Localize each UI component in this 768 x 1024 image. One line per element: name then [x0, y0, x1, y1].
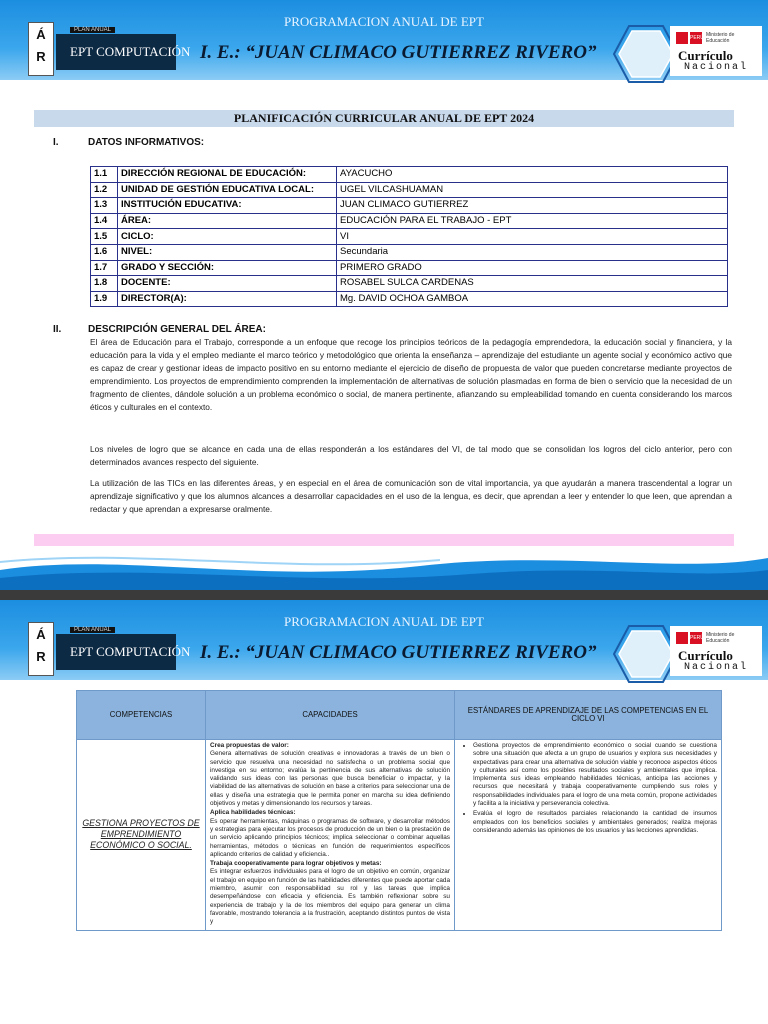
shield-icon — [676, 32, 688, 44]
row-label: INSTITUCIÓN EDUCATIVA: — [118, 198, 337, 214]
table-row — [91, 198, 728, 214]
row-label: NIVEL: — [118, 244, 337, 260]
list-item: • Evalúa el logro de resultados parciales relacionando la cantidad de insumos empleados con los beneficios sociales y ambientales generados; realiza mejoras considerando además las opiniones de los usuarios y las lecciones aprendidas. — [473, 810, 717, 835]
badge-letter-r: R — [36, 49, 46, 64]
shield-icon — [676, 632, 688, 644]
row-label: DOCENTE: — [118, 276, 337, 292]
row-label: UNIDAD DE GESTIÓN EDUCATIVA LOCAL: — [118, 182, 337, 198]
table-header-row — [77, 691, 722, 740]
description-paragraph-3: La utilización de las TICs en las diferentes áreas, y en especial en el área de comunicación son de vital importancia, ya que ayudarán a manera trascendental a lograr un aprendizaje significativo y que los alumnos alcances a desarrollar capacidades en el uso de la lengua, es decir, que aprendan a leer y entender lo que leen, que aprendan a redactar y que aprendan a expresarse oralmente. — [90, 478, 732, 514]
column-header-estandares: ESTÁNDARES DE APRENDIZAJE DE LAS COMPETENCIAS EN EL CICLO VI — [455, 691, 722, 740]
competencias-table — [76, 690, 722, 931]
row-number: 1.8 — [91, 276, 118, 292]
row-number: 1.5 — [91, 229, 118, 245]
row-number: 1.1 — [91, 167, 118, 183]
school-title: I. E.: “JUAN CLIMACO GUTIERREZ RIVERO” — [200, 642, 597, 663]
table-row — [91, 244, 728, 260]
badge-letter-a: Á — [36, 27, 46, 42]
row-label: ÁREA: — [118, 213, 337, 229]
datos-table — [90, 166, 728, 307]
row-value: AYACUCHO — [337, 167, 728, 183]
ept-tab-label: EPT COMPUTACIÓN — [70, 44, 191, 59]
row-value: ROSABEL SULCA CARDENAS — [337, 276, 728, 292]
school-title: I. E.: “JUAN CLIMACO GUTIERREZ RIVERO” — [200, 42, 597, 63]
row-value: PRIMERO GRADO — [337, 260, 728, 276]
row-label: DIRECCIÓN REGIONAL DE EDUCACIÓN: — [118, 167, 337, 183]
logo-nacional: Nacional — [684, 62, 749, 73]
row-number: 1.4 — [91, 213, 118, 229]
column-header-capacidades: CAPACIDADES — [206, 691, 455, 740]
row-label: DIRECTOR(A): — [118, 291, 337, 307]
capacidad-2-title: Aplica habilidades técnicas: — [210, 809, 296, 817]
row-number: 1.9 — [91, 291, 118, 307]
area-badge — [28, 622, 54, 676]
row-label: GRADO Y SECCIÓN: — [118, 260, 337, 276]
banner-title: PROGRAMACION ANUAL DE EPT — [284, 14, 484, 29]
row-label: CICLO: — [118, 229, 337, 245]
banner-title: PROGRAMACION ANUAL DE EPT — [284, 614, 484, 629]
row-value: VI — [337, 229, 728, 245]
description-paragraph-1: El área de Educación para el Trabajo, corresponde a un enfoque que recoge los principios teóricos de la pedagogía emprendedora, la educación social y financiera, y la educación para la vida y el empleo mediante el marco teórico y metodológico que orienta la enseñanza – aprendizaje del estudiante un agente social y económico activo que es capaz de crear y gestionar ideas de impacto positivo en su entorno mediante el ejercicio de diseño de propuesta de valor que pueden concretarse mediante proyectos de emprendimiento. Los proyectos de emprendimiento comprenden la implementación de alternativas de solución plasmadas en forma de bien o servicio que la necesidad de un fragmento de clientes, dándole solución a un problema económico o social, de manera pertinente, afianzando su empleabilidad tomando en cuenta considerando los marcos éticos y culturales en el contexto. — [90, 337, 732, 412]
section-2-title: DESCRIPCIÓN GENERAL DEL ÁREA: — [88, 324, 266, 335]
table-row — [91, 260, 728, 276]
section-2-number: II. — [53, 324, 62, 335]
competencia-name: GESTIONA PROYECTOS DE EMPRENDIMIENTO ECONÓMICO O SOCIAL. — [77, 740, 206, 931]
capacidad-1-title: Crea propuestas de valor: — [210, 742, 289, 749]
section-1-title: DATOS INFORMATIVOS: — [88, 137, 205, 148]
section-1-number: I. — [53, 137, 59, 148]
badge-letter-r: R — [36, 649, 46, 664]
row-number: 1.3 — [91, 198, 118, 214]
page-2 — [0, 600, 768, 1024]
header-banner — [0, 0, 768, 80]
capacidades-cell — [206, 740, 455, 931]
row-value: EDUCACIÓN PARA EL TRABAJO - EPT — [337, 213, 728, 229]
table-row — [91, 229, 728, 245]
badge-letter-a: Á — [36, 627, 46, 642]
column-header-competencias: COMPETENCIAS — [77, 691, 206, 740]
logo-curriculo: Currículo — [678, 48, 733, 63]
table-row — [91, 167, 728, 183]
row-number: 1.6 — [91, 244, 118, 260]
table-row — [91, 276, 728, 292]
capacidad-1-text: Genera alternativas de solución creativas e innovadoras a través de un bien o servicio que resuelva una necesidad no satisfecha o un problema social que investiga en su entorno; evalúa la pertinencia de sus alternativas de solución validando sus ideas con las personas que busca beneficiar o impactar, y la viabilidad de las alternativas de solución en base a criterios para seleccionar una de ellas y diseña una estrategia que le permita poner en marcha su idea definiendo objetivos y metas y dimensionando los recursos y tareas. — [210, 750, 450, 808]
row-value: Secundaria — [337, 244, 728, 260]
row-value: Mg. DAVID OCHOA GAMBOA — [337, 291, 728, 307]
capacidad-3-text: Es integrar esfuerzos individuales para el logro de un objetivo en común, organizar el trabajo en equipo en función de las habilidades diferentes que puede aportar cada miembro, asumir con responsabilidad su rol y las tareas que implica desempeñándose con eficacia y eficiencia. Es también reflexionar sobre su experiencia de trabajo y la de los miembros del equipo para generar un clima favorable, mostrando tolerancia a la frustración, aceptando distintos puntos de vista y — [210, 868, 450, 926]
wave-decoration — [0, 544, 768, 590]
row-value: UGEL VILCASHUAMAN — [337, 182, 728, 198]
header-banner — [0, 600, 768, 680]
list-item: • Gestiona proyectos de emprendimiento económico o social cuando se cuestiona sobre una situación que afecta a un grupo de usuarios y explora sus necesidades y expectativas para crear una alternativa de solución viable y reconoce aspectos éticos y culturales así como los posibles resultados sociales y ambientales que implica. Implementa sus ideas empleando habilidades técnicas, anticipa las acciones y recursos que necesitará y trabaja cooperativamente cumpliendo sus roles y responsabilidades individuales para el logro de una meta común, propone actividades y facilita a la iniciativa y perseverancia colectiva. — [473, 742, 717, 808]
capacidad-3-title: Trabaja cooperativamente para lograr objetivos y metas: — [210, 860, 382, 868]
table-row — [91, 182, 728, 198]
logo-nacional: Nacional — [684, 662, 749, 673]
row-number: 1.7 — [91, 260, 118, 276]
logo-curriculo: Currículo — [678, 648, 733, 663]
plan-label: PLAN ANUAL — [70, 27, 115, 33]
table-row — [77, 740, 722, 931]
area-badge — [28, 22, 54, 76]
curriculo-logo — [670, 626, 762, 676]
peru-mark: PERÚ — [690, 32, 702, 44]
page-title: PLANIFICACIÓN CURRICULAR ANUAL DE EPT 2024 — [34, 110, 734, 127]
table-row — [91, 213, 728, 229]
curriculo-logo — [670, 26, 762, 76]
ministry-label: Ministerio de Educación — [706, 632, 735, 644]
estandares-list — [459, 742, 717, 835]
row-number: 1.2 — [91, 182, 118, 198]
ministry-label: Ministerio de Educación — [706, 32, 735, 44]
table-row — [91, 291, 728, 307]
plan-label: PLAN ANUAL — [70, 627, 115, 633]
row-value: JUAN CLIMACO GUTIERREZ — [337, 198, 728, 214]
ept-tab-label: EPT COMPUTACIÓN — [70, 644, 191, 659]
peru-mark: PERÚ — [690, 632, 702, 644]
estandares-cell — [455, 740, 722, 931]
description-paragraph-2: Los niveles de logro que se alcance en cada una de ellas responderán a los estándares del VI, de tal modo que se consolidan los logros del ciclo anterior, pero con determinados avances respecto del siguiente. — [90, 444, 732, 467]
capacidad-2-text: Es operar herramientas, máquinas o programas de software, y desarrollar métodos y estrategias para ejecutar los procesos de producción de un bien o la prestación de un servicio aplicando principios técnicos; implica seleccionar o combinar aquellas herramientas, métodos o técnicas en función de requerimientos específicos aplicando criterios de calidad y eficiencia.. — [210, 817, 450, 858]
